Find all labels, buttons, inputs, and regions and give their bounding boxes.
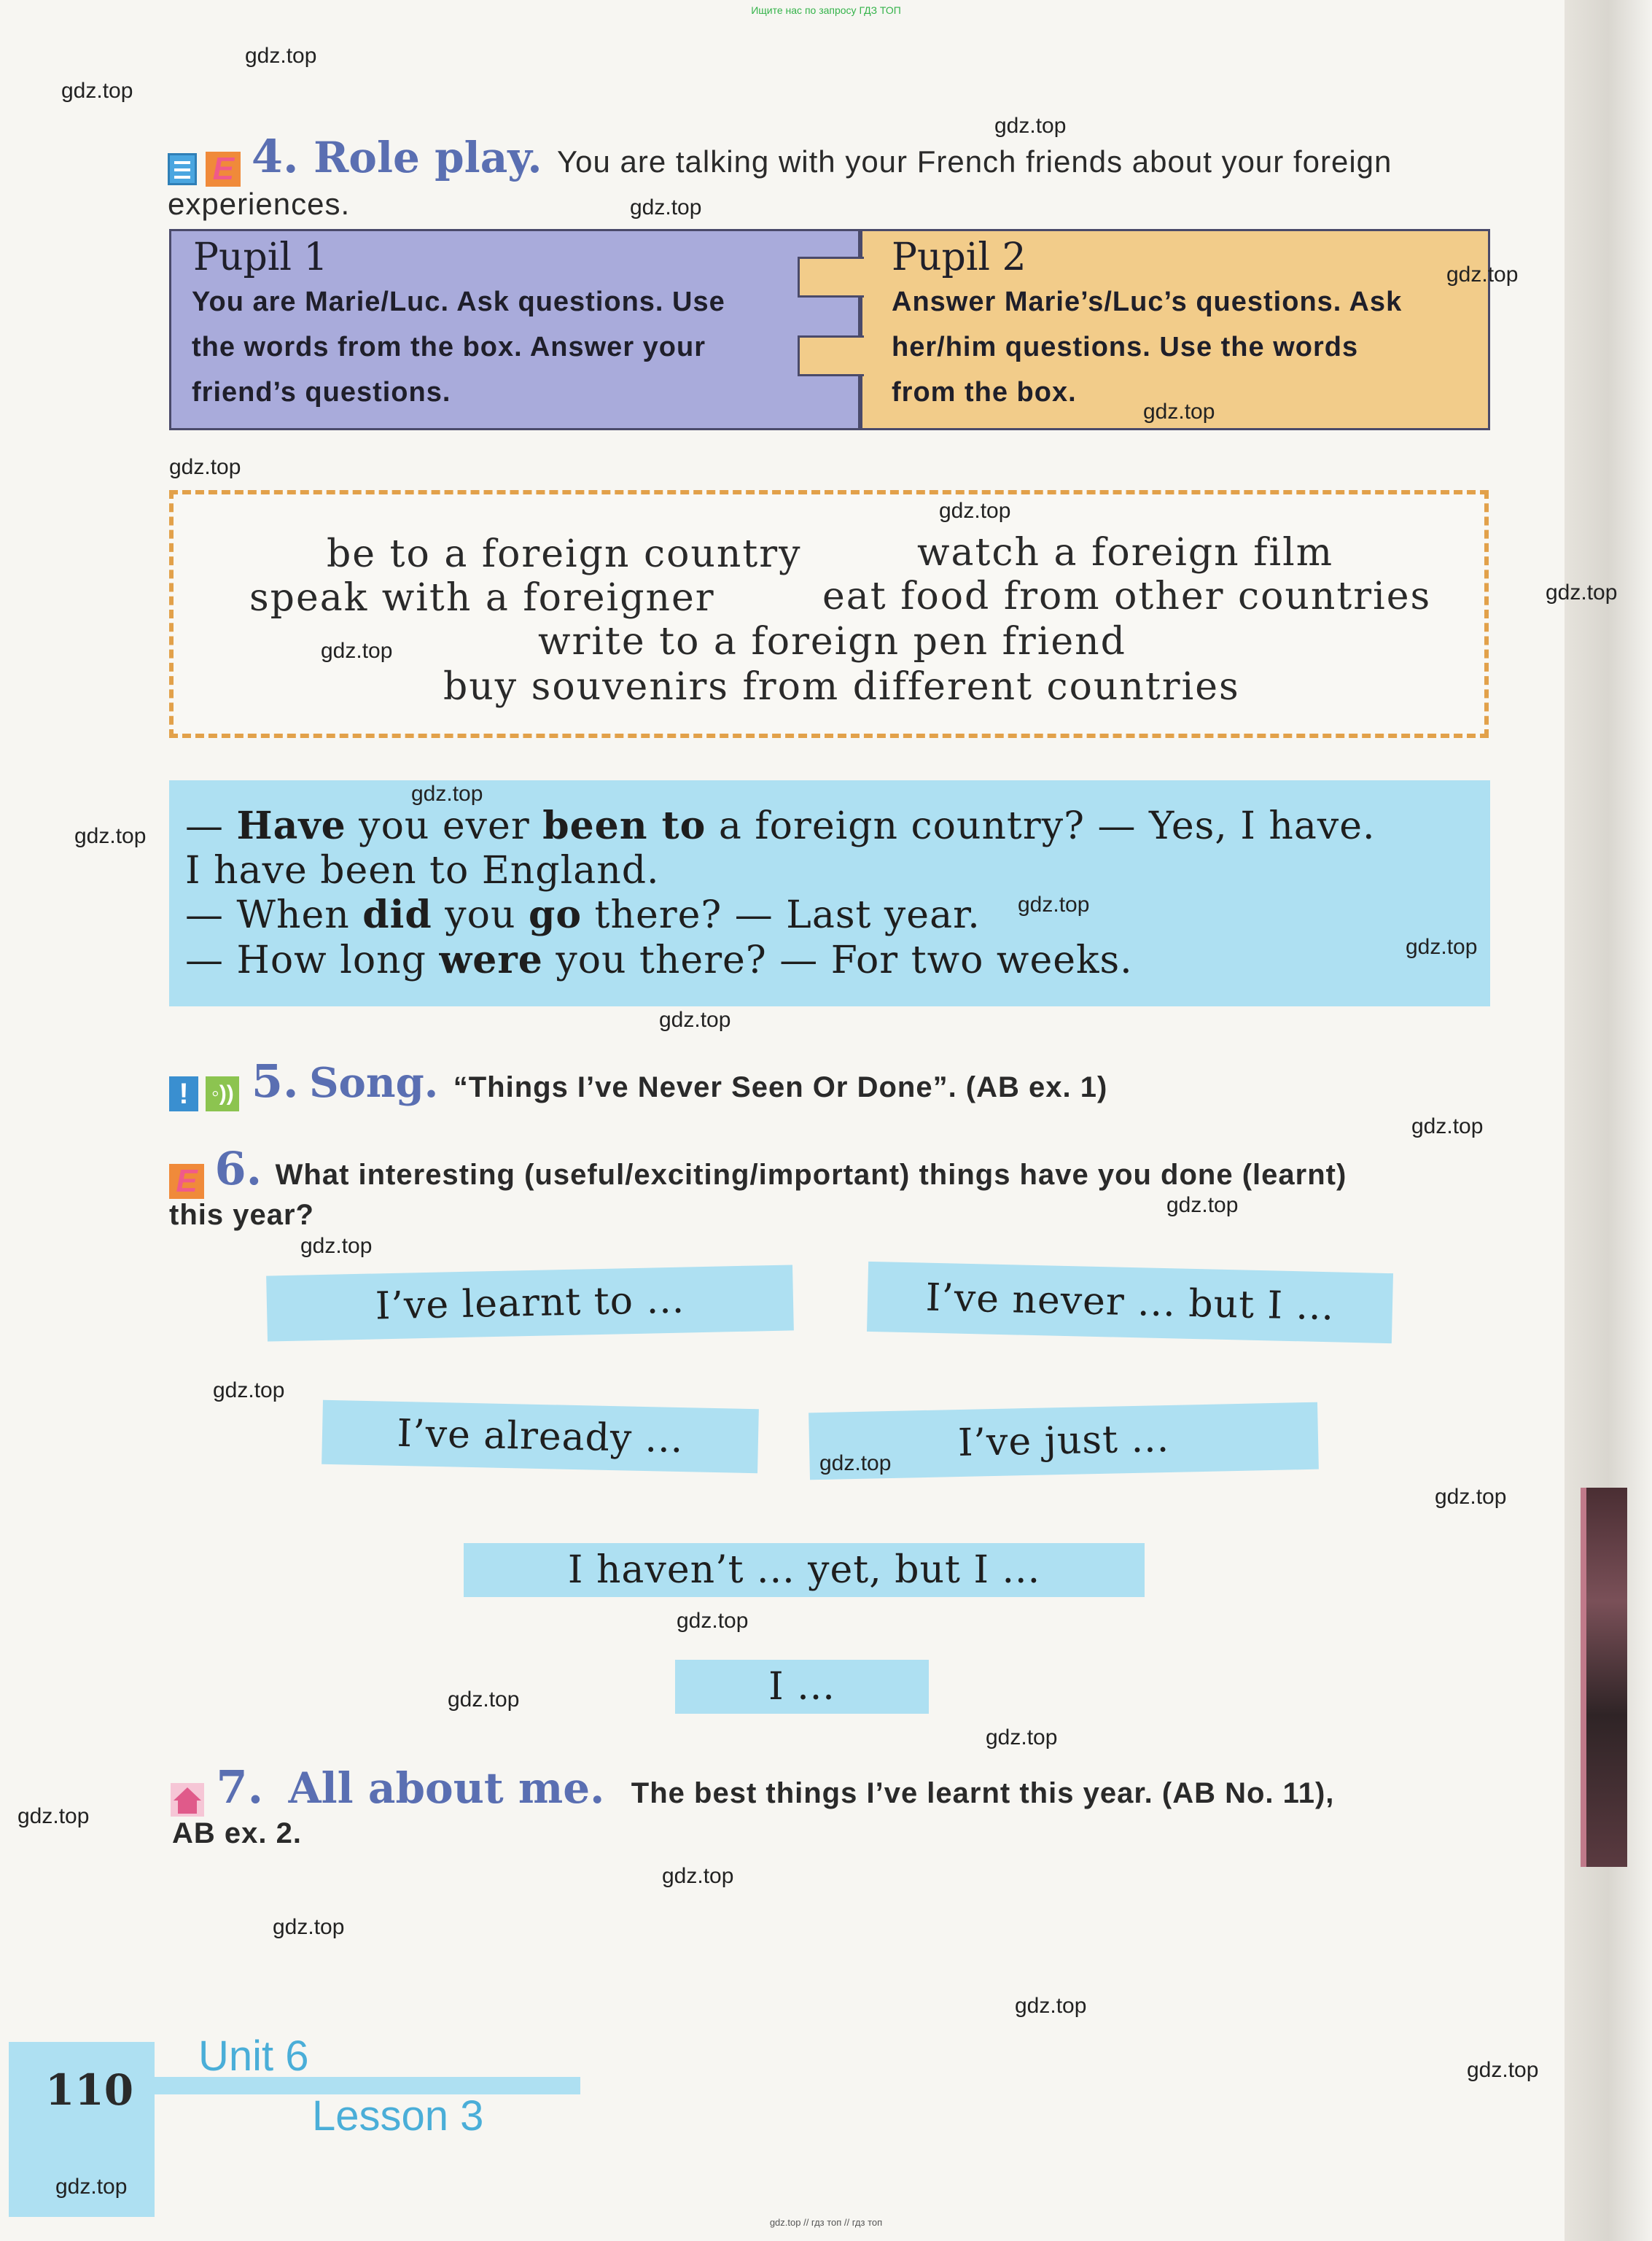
phrase-strip: I haven’t ... yet, but I ... (464, 1543, 1145, 1597)
ex5-text: “Things I’ve Never Seen Or Done”. (AB ex. 1) (453, 1071, 1108, 1103)
list-icon (168, 153, 197, 185)
watermark: gdz.top (1406, 935, 1478, 959)
watermark: gdz.top (1015, 1994, 1087, 2018)
word-box (169, 490, 1489, 738)
ex7-heading (171, 1760, 1334, 1817)
ex6-text: What interesting (useful/exciting/important) things have you done (learnt) (275, 1159, 1347, 1191)
watermark: gdz.top (986, 1725, 1058, 1749)
ex4-title: Role play. (313, 133, 542, 182)
exclamation-icon: ! (169, 1076, 198, 1111)
dialogue-line: I have been to England. (185, 849, 660, 893)
pupil2-line: her/him questions. Use the words (892, 332, 1359, 362)
e-icon: E (169, 1164, 204, 1199)
e-icon: E (206, 152, 241, 187)
ex4-text: You are talking with your French friends about your foreign (556, 144, 1392, 179)
pupil2-title: Pupil 2 (892, 236, 1026, 279)
edge-photo (1581, 1488, 1627, 1867)
lesson-label: Lesson 3 (312, 2092, 484, 2140)
word-item: speak with a foreigner (249, 576, 715, 620)
watermark: gdz.top (213, 1378, 285, 1402)
phrase-strip: I’ve never ... but I ... (867, 1262, 1393, 1343)
watermark: gdz.top (1446, 263, 1519, 287)
watermark: gdz.top (273, 1915, 345, 1939)
ex4-number: 4. (251, 130, 299, 183)
watermark: gdz.top (448, 1687, 520, 1712)
watermark: gdz.top (1143, 400, 1215, 424)
word-item: be to a foreign country (327, 532, 802, 576)
ex6-text-cont: this year? (169, 1199, 314, 1231)
watermark: gdz.top (994, 114, 1067, 138)
top-banner: Ищите нас по запросу ГДЗ ТОП (751, 4, 901, 16)
ex7-text: The best things I’ve learnt this year. (AB No. 11), (631, 1777, 1335, 1809)
pupil1-line: the words from the box. Answer your (192, 332, 706, 362)
page-binding (1565, 0, 1652, 2241)
bottom-banner: gdz.top // гдз топ // гдз топ (769, 2217, 883, 2228)
watermark: gdz.top (1467, 2058, 1539, 2082)
pupil2-text (862, 279, 1488, 415)
watermark: gdz.top (17, 1804, 90, 1828)
watermark: gdz.top (677, 1609, 749, 1633)
dialogue-line: — When did you go there? — Last year. (185, 893, 981, 937)
word-item: write to a foreign pen friend (538, 620, 1126, 664)
puzzle-tab (798, 257, 864, 298)
ex7-text-cont: AB ex. 2. (172, 1817, 302, 1849)
watermark: gdz.top (411, 782, 483, 806)
pupil2-line: Answer Marie’s/Luc’s questions. Ask (892, 287, 1403, 317)
ex6-number: 6. (214, 1142, 262, 1195)
phrase-strip: I ... (675, 1660, 929, 1714)
pupil1-line: friend’s questions. (192, 377, 451, 408)
ex5-heading (169, 1055, 1107, 1111)
unit-label: Unit 6 (198, 2032, 309, 2080)
ex4-heading (168, 130, 1392, 187)
phrase-strip: I’ve just ... (809, 1402, 1319, 1480)
word-item: eat food from other countries (822, 575, 1432, 618)
watermark: gdz.top (300, 1234, 373, 1258)
watermark: gdz.top (245, 44, 317, 68)
watermark: gdz.top (1411, 1114, 1484, 1138)
page-number: 110 (45, 2065, 134, 2115)
pupil1-line: You are Marie/Luc. Ask questions. Use (192, 287, 725, 317)
ex6-heading (169, 1142, 1347, 1199)
dialogue-line: — Have you ever been to a foreign country? — Yes, I have. (185, 804, 1376, 848)
watermark: gdz.top (1546, 580, 1618, 605)
watermark: gdz.top (321, 639, 393, 663)
word-item: buy souvenirs from different countries (443, 665, 1240, 709)
sound-icon: ◦)) (206, 1076, 239, 1111)
word-item: watch a foreign film (917, 531, 1334, 575)
home-icon (171, 1783, 204, 1817)
phrase-strip: I’ve learnt to ... (266, 1265, 794, 1341)
dialogue-box (169, 780, 1490, 1006)
ex5-title: Song. (309, 1059, 439, 1107)
watermark: gdz.top (61, 79, 133, 103)
pupil1-card (169, 229, 860, 430)
ex5-number: 5. (251, 1055, 299, 1108)
watermark: gdz.top (74, 824, 147, 848)
watermark: gdz.top (55, 2175, 128, 2199)
puzzle-tab (798, 335, 864, 376)
pupil2-line: from the box. (892, 377, 1077, 408)
phrase-strip: I’ve already ... (322, 1400, 759, 1474)
ex4-text-cont: experiences. (168, 187, 351, 221)
watermark: gdz.top (1435, 1485, 1507, 1509)
pupil1-text (171, 279, 858, 415)
watermark: gdz.top (819, 1451, 892, 1475)
dialogue-line: — How long were you there? — For two weeks. (185, 938, 1133, 982)
watermark: gdz.top (1018, 893, 1090, 917)
watermark: gdz.top (1166, 1193, 1239, 1217)
watermark: gdz.top (659, 1008, 731, 1032)
ex7-title: All about me. (288, 1763, 605, 1813)
watermark: gdz.top (630, 195, 702, 220)
watermark: gdz.top (939, 499, 1011, 523)
watermark: gdz.top (662, 1864, 734, 1888)
pupil1-title: Pupil 1 (193, 236, 328, 279)
ex7-number: 7. (216, 1760, 264, 1814)
watermark: gdz.top (169, 455, 241, 479)
